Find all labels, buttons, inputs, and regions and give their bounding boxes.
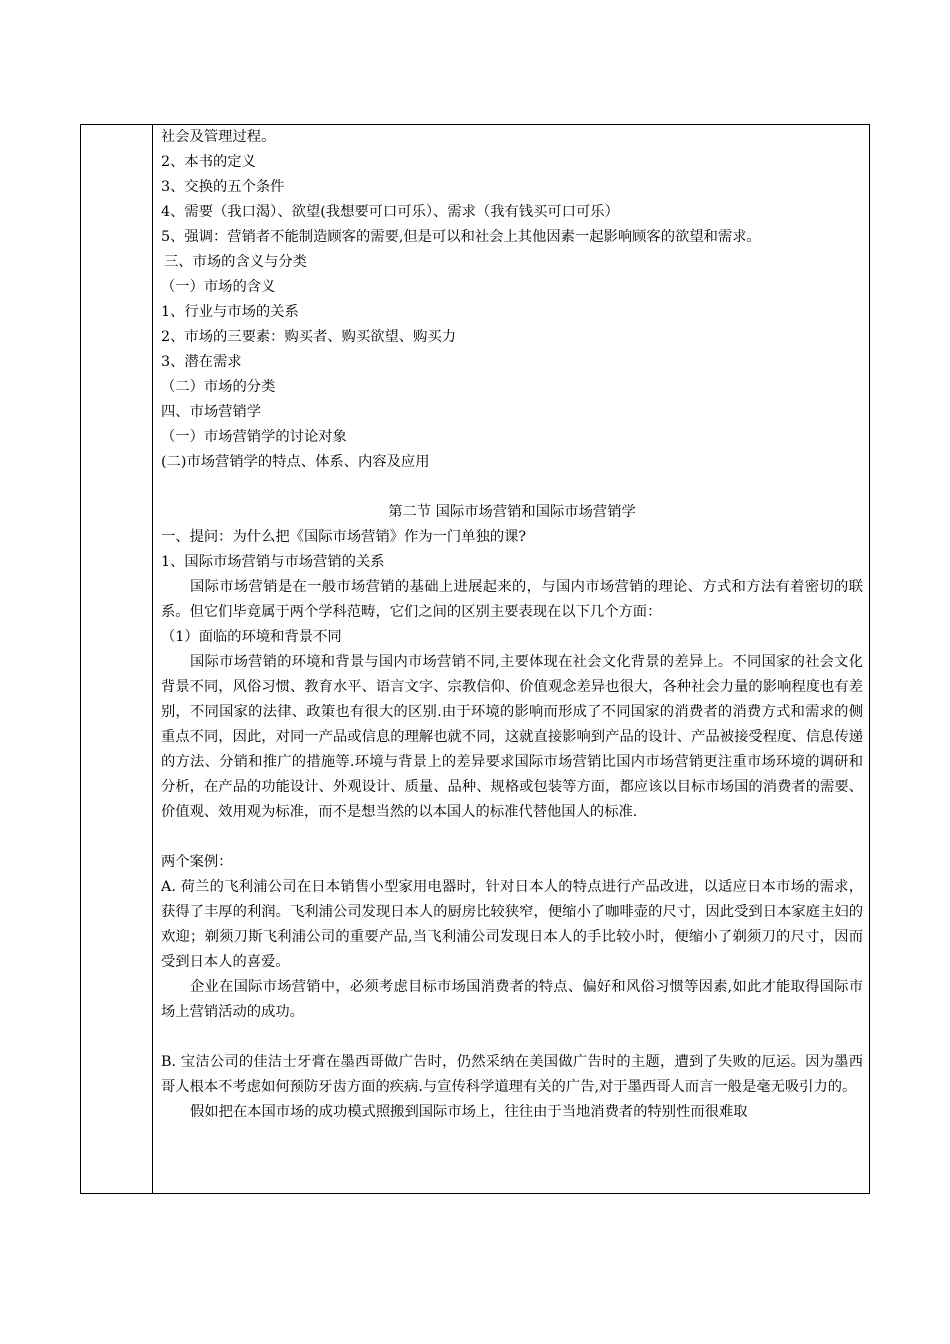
text-line: （一）市场的含义 (161, 279, 276, 295)
paragraph: 企业在国际市场营销中，必须考虑目标市场国消费者的特点、偏好和风俗习惯等因素,如此才能取得国际市场上营销活动的成功。 (161, 979, 863, 1020)
text-line: 4、需要（我口渴）、欲望(我想要可口可乐）、需求（我有钱买可口可乐） (161, 204, 619, 220)
cases-label: 两个案例： (161, 854, 233, 870)
text-line: （一）市场营销学的讨论对象 (161, 429, 347, 445)
text-line: 1、国际市场营销与市场营销的关系 (161, 554, 385, 570)
paragraph: 国际市场营销的环境和背景与国内市场营销不同,主要体现在社会文化背景的差异上。不同国家的社会文化背景不同，风俗习惯、教育水平、语言文字、宗教信仰、价值观念差异也很大，各种社会力量的影响程度也有差别，不同国家的法律、政策也有很大的区别.由于环境的影响而形成了不同国家的消费者的消费方式和需求的侧重点不同，因此，对同一产品或信息的理解也就不同，这就直接影响到产品的设计、产品被接受程度、信息传递的方法、分销和推广的措施等.环境与背景上的差异要求国际市场营销比国内市场营销更注重市场环境的调研和分析，在产品的功能设计、外观设计、质量、品种、规格或包装等方面，都应该以目标市场国的消费者的需要、价值观、效用观为标准，而不是想当然的以本国人的标准代替他国人的标准. (161, 654, 863, 820)
text-line: 3、交换的五个条件 (161, 179, 285, 195)
table-column-left (81, 125, 153, 1193)
text-line: 2、市场的三要素：购买者、购买欲望、购买力 (161, 329, 457, 345)
text-line: 3、潜在需求 (161, 354, 242, 370)
section-title: 第二节 国际市场营销和国际市场营销学 (388, 504, 636, 520)
text-line: 社会及管理过程。 (161, 129, 276, 145)
text-line: 1、行业与市场的关系 (161, 304, 299, 320)
table-column-narrow (153, 125, 155, 1193)
heading-line: 三、市场的含义与分类 (164, 254, 307, 270)
text-line: 2、本书的定义 (161, 154, 256, 170)
heading-line: 四、市场营销学 (161, 404, 262, 420)
subheading: （1）面临的环境和背景不同 (161, 629, 342, 645)
paragraph: 国际市场营销是在一般市场营销的基础上进展起来的，与国内市场营销的理论、方式和方法有着密切的联系。但它们毕竟属于两个学科范畴，它们之间的区别主要表现在以下几个方面： (161, 579, 863, 620)
text-line: （二）市场的分类 (161, 379, 276, 395)
text-line: 一、提问：为什么把《国际市场营销》作为一门单独的课? (161, 529, 527, 545)
text-line: (二)市场营销学的特点、体系、内容及应用 (161, 454, 430, 470)
content-table (80, 124, 870, 1194)
text-line: 5、强调：营销者不能制造顾客的需要,但是可以和社会上其他因素一起影响顾客的欲望和需求。 (161, 229, 761, 245)
case-b: B. 宝洁公司的佳洁士牙膏在墨西哥做广告时，仍然采纳在美国做广告时的主题，遭到了失败的厄运。因为墨西哥人根本不考虑如何预防牙齿方面的疾病.与宣传科学道理有关的广告,对于墨西哥人而言一般是毫无吸引力的。 (161, 1054, 863, 1095)
case-a: A. 荷兰的飞利浦公司在日本销售小型家用电器时，针对日本人的特点进行产品改进，以适应日本市场的需求，获得了丰厚的利润。飞利浦公司发现日本人的厨房比较狭窄，便缩小了咖啡壶的尺寸，因此受到日本家庭主妇的欢迎；剃须刀斯飞利浦公司的重要产品,当飞利浦公司发现日本人的手比较小时，便缩小了剃须刀的尺寸，因而受到日本人的喜爱。 (161, 879, 863, 970)
table-content-cell (161, 125, 863, 1125)
paragraph: 假如把在本国市场的成功模式照搬到国际市场上，往往由于当地消费者的特别性而很难取 (190, 1104, 748, 1120)
